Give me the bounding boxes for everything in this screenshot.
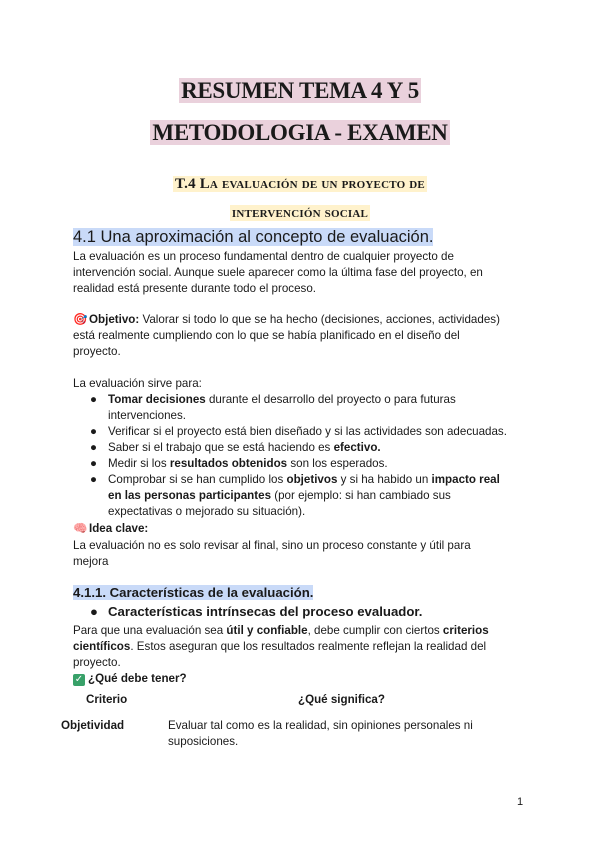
list-item: ● Medir si los resultados obtenidos son los esperados. — [90, 457, 388, 470]
intro-line: realidad está presente durante todo el proceso. — [73, 282, 316, 295]
intro-line: La evaluación es un proceso fundamental dentro de cualquier proyecto de — [73, 250, 454, 263]
uses-bullet-list — [90, 392, 540, 520]
subsection-heading: ● Características intrínsecas del proceso evaluador. — [90, 604, 423, 619]
list-item: ● Saber si el trabajo que se está haciendo es efectivo. — [90, 441, 381, 454]
table-cell-criterion: Objetividad — [61, 719, 125, 732]
list-item: ● Tomar decisiones durante el desarrollo del proyecto o para futuras intervenciones. — [90, 393, 456, 422]
bullet-icon: ● — [90, 425, 98, 438]
serves-for-text: La evaluación sirve para: — [73, 377, 202, 390]
table-cell-meaning: Evaluar tal como es la realidad, sin opiniones personales ni suposiciones. — [168, 719, 473, 748]
list-item: ● Verificar si el proyecto está bien diseñado y si las actividades son adecuadas. — [90, 425, 507, 438]
what-should-it-have-heading: ✓ ¿Qué debe tener? — [74, 672, 187, 685]
intro-paragraph — [73, 249, 533, 297]
chapter-title-line-1: T.4 La evaluación de un proyecto de — [175, 176, 425, 192]
table-header-meaning: ¿Qué significa? — [298, 693, 385, 706]
key-idea-text: La evaluación no es solo revisar al final, sino un proceso constante y útil para mejora — [73, 539, 471, 568]
objective-paragraph: 🎯 Objetivo: Valorar si todo lo que se ha hecho (decisiones, acciones, actividades) está realmente cumpliendo con lo que se había planificado en el diseño del proyecto. — [73, 313, 500, 358]
list-item: ● Comprobar si se han cumplido los objetivos y si ha habido un impacto real en las personas participantes (por ejemplo: si han cambiado sus expectativas o mejorado su situación). — [90, 473, 500, 518]
target-icon: 🎯 — [73, 313, 88, 326]
section-heading-4-1-1: 4.1.1. Características de la evaluación. — [73, 585, 314, 600]
page-number: 1 — [517, 796, 524, 808]
objective-label: Objetivo: — [89, 313, 140, 326]
document-title-line-2: METODOLOGIA - EXAMEN — [152, 120, 448, 145]
bullet-icon: ● — [90, 393, 98, 406]
bullet-icon: ● — [90, 441, 98, 454]
bullet-icon: ● — [90, 473, 98, 486]
table-header-criterion: Criterio — [86, 693, 128, 706]
section-heading-4-1: 4.1 Una aproximación al concepto de evaluación. — [73, 228, 434, 246]
bullet-icon: ● — [90, 457, 98, 470]
brain-icon: 🧠 — [73, 522, 88, 535]
document-title-line-1: RESUMEN TEMA 4 Y 5 — [181, 78, 419, 103]
check-icon: ✓ — [74, 674, 84, 685]
intro-line: intervención social. Aunque suele aparecer como la última fase del proyecto, en — [73, 266, 483, 279]
criteria-paragraph: Para que una evaluación sea útil y confiable, debe cumplir con ciertos criterios científicos. Estos aseguran que los resultados realmente reflejan la realidad del proyecto. — [73, 624, 489, 669]
key-idea-heading: 🧠 Idea clave: — [73, 522, 149, 535]
chapter-title-line-2: intervención social — [231, 205, 369, 221]
bullet-icon: ● — [90, 604, 98, 619]
